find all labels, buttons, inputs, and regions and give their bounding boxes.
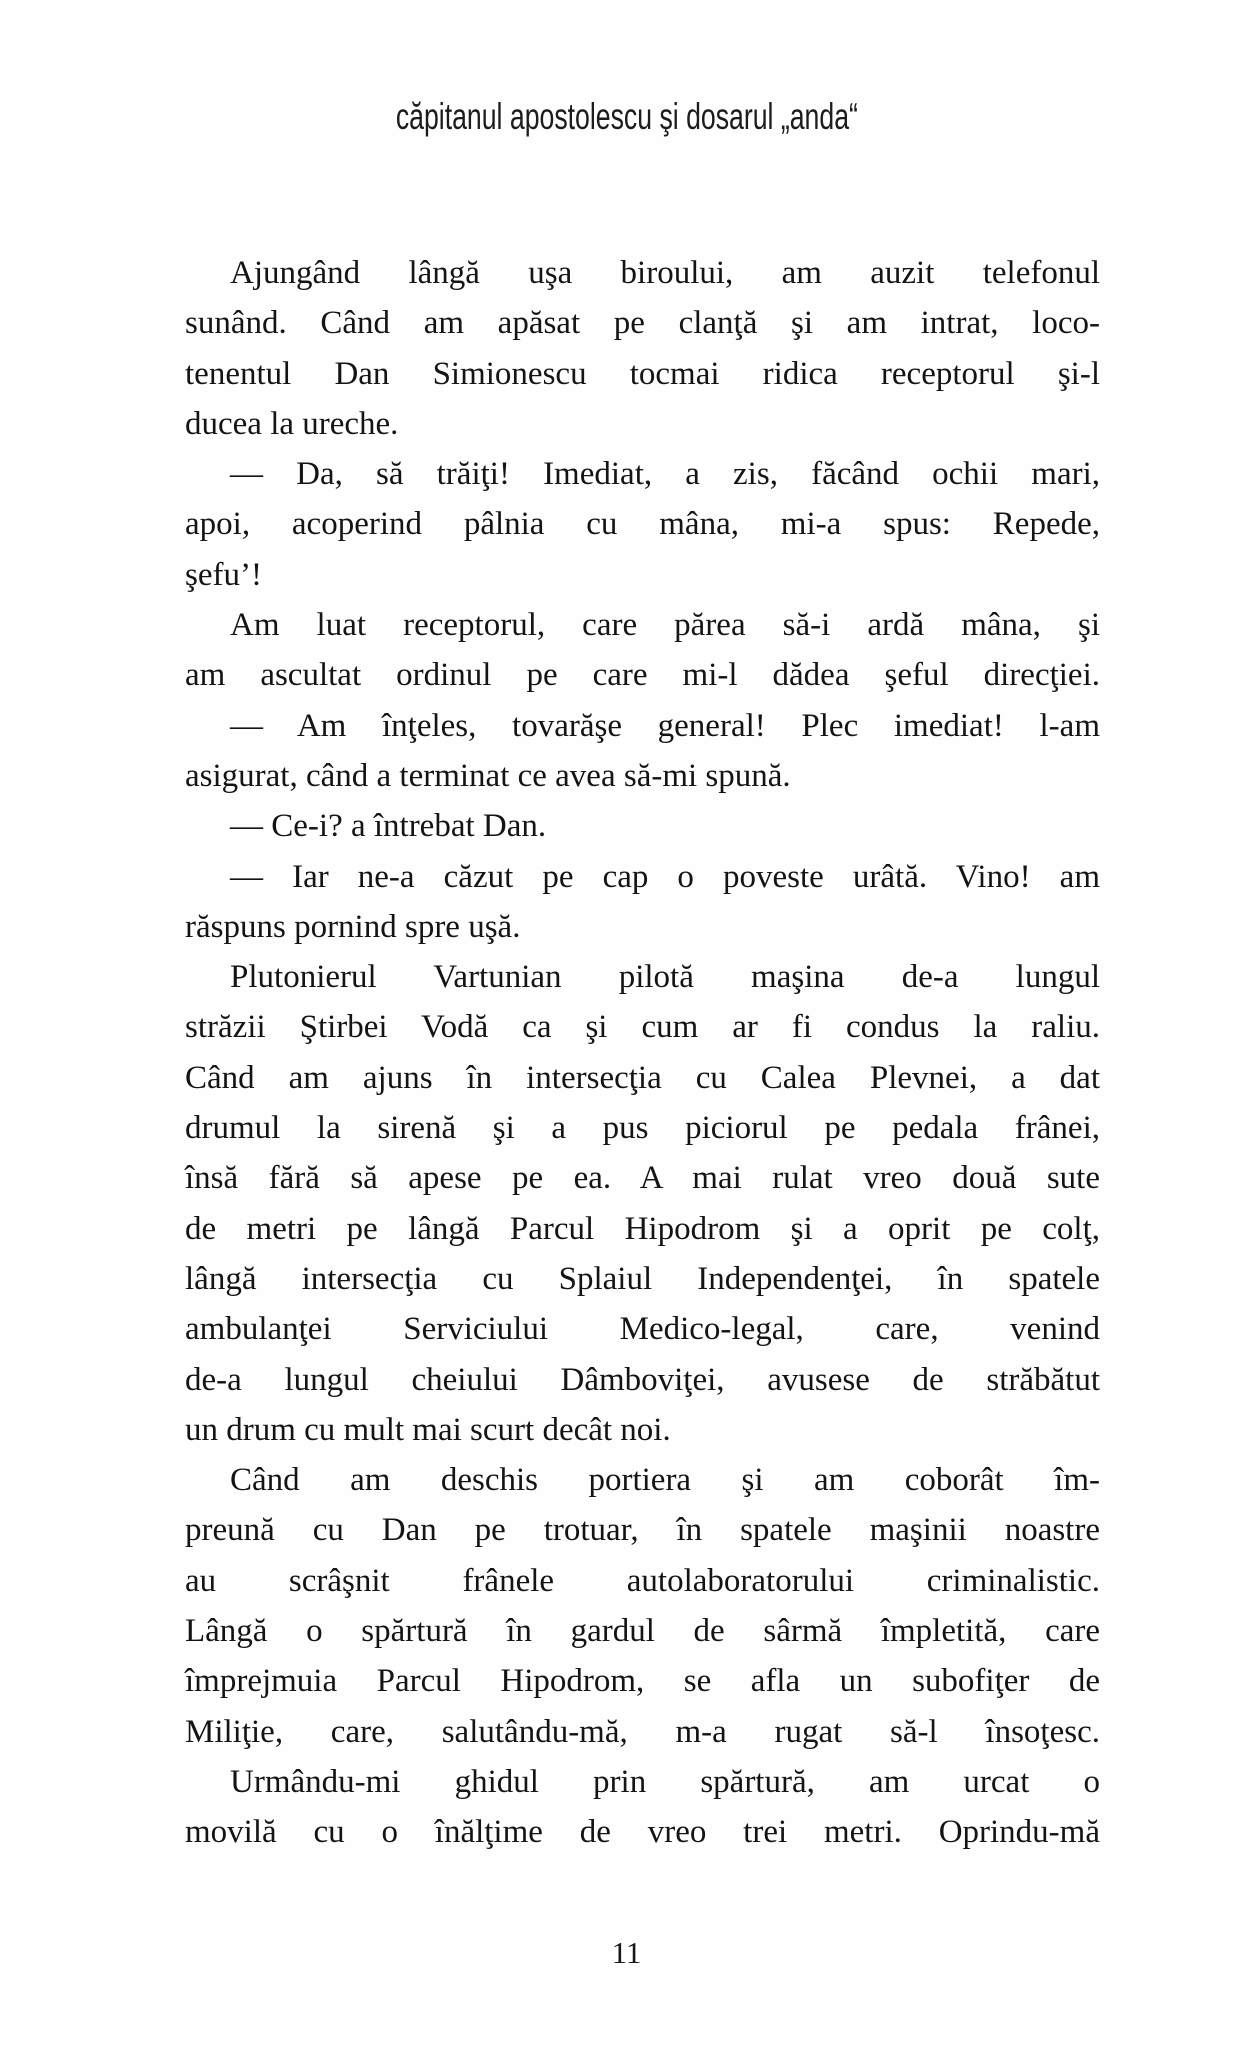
text-line: împrejmuia Parcul Hipodrom, se afla un subofiţer de — [185, 1663, 1100, 1700]
text-line: şefu’! — [185, 556, 262, 593]
text-line: asigurat, când a terminat ce avea să-mi spună. — [185, 757, 791, 794]
text-line: ambulanţei Serviciului Medico-legal, care, venind — [185, 1311, 1100, 1348]
text-line: de-a lungul cheiului Dâmboviţei, avusese de străbătut — [185, 1361, 1100, 1398]
text-line: au scrâşnit frânele autolaboratorului criminalistic. — [185, 1562, 1100, 1599]
text-line: lângă intersecţia cu Splaiul Independenţei, în spatele — [185, 1260, 1100, 1297]
paragraph — [185, 1757, 1100, 1858]
text-line: — Am înţeles, tovarăşe general! Plec imediat! l-am — [230, 707, 1100, 744]
text-line: Urmându-mi ghidul prin spărtură, am urcat o — [230, 1763, 1100, 1800]
text-line: — Da, să trăiţi! Imediat, a zis, făcând ochii mari, — [230, 456, 1100, 493]
text-line: Miliţie, care, salutându-mă, m-a rugat să-l însoţesc. — [185, 1713, 1100, 1750]
paragraph — [185, 852, 1100, 953]
text-line: — Ce-i? a întrebat Dan. — [230, 808, 547, 845]
text-line: Când am ajuns în intersecţia cu Calea Plevnei, a dat — [185, 1059, 1100, 1096]
text-line: însă fără să apese pe ea. A mai rulat vreo două sute — [185, 1160, 1100, 1197]
text-line: Plutonierul Vartunian pilotă maşina de-a lungul — [230, 959, 1100, 996]
text-line: străzii Ştirbei Vodă ca şi cum ar fi condus la raliu. — [185, 1009, 1100, 1046]
text-line: movilă cu o înălţime de vreo trei metri. Oprindu-mă — [185, 1814, 1100, 1851]
paragraph — [185, 701, 1100, 802]
paragraph — [185, 600, 1100, 701]
text-line: am ascultat ordinul pe care mi-l dădea şeful direcţiei. — [185, 657, 1100, 694]
text-line: Când am deschis portiera şi am coborât îm- — [230, 1462, 1100, 1499]
text-line: drumul la sirenă şi a pus piciorul pe pedala frânei, — [185, 1110, 1100, 1147]
text-line: sunând. Când am apăsat pe clanţă şi am intrat, loco- — [185, 305, 1100, 342]
paragraph — [185, 952, 1100, 1455]
text-line: Ajungând lângă uşa biroului, am auzit telefonul — [230, 255, 1100, 291]
text-line: Am luat receptorul, care părea să-i ardă mâna, şi — [230, 607, 1100, 644]
text-line: Lângă o spărtură în gardul de sârmă împletită, care — [185, 1613, 1100, 1650]
paragraph — [185, 1455, 1100, 1757]
text-line: de metri pe lângă Parcul Hipodrom şi a oprit pe colţ, — [185, 1210, 1100, 1247]
text-line: tenentul Dan Simionescu tocmai ridica receptorul şi-l — [185, 355, 1100, 392]
text-line: ducea la ureche. — [185, 405, 399, 442]
paragraph — [185, 801, 1100, 851]
text-line: preună cu Dan pe trotuar, în spatele maşinii noastre — [185, 1512, 1100, 1549]
text-line: un drum cu mult mai scurt decât noi. — [185, 1411, 671, 1448]
running-header: căpitanul apostolescu şi dosarul „anda“ — [395, 96, 858, 137]
page-number: 11 — [611, 1935, 642, 1970]
paragraph — [185, 248, 1100, 449]
text-line: apoi, acoperind pâlnia cu mâna, mi-a spus: Repede, — [185, 506, 1100, 543]
text-line: răspuns pornind spre uşă. — [185, 908, 521, 945]
page-body — [185, 248, 1100, 1858]
paragraph — [185, 449, 1100, 600]
text-line: — Iar ne-a căzut pe cap o poveste urâtă. Vino! am — [230, 858, 1100, 895]
running-header-row — [0, 96, 1253, 138]
